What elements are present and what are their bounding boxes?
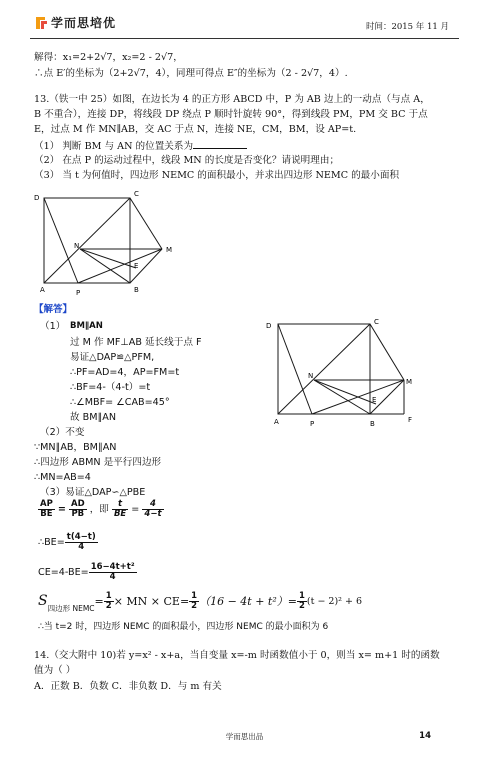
part-1-line-2: 易证△DAP≌△PFM,	[70, 352, 155, 363]
header-divider	[30, 38, 459, 39]
part-2-number: （2）不变	[40, 427, 85, 438]
half-3: $\frac{1}{2}$	[298, 591, 305, 612]
solution-figure	[262, 316, 462, 432]
label-D: D	[34, 194, 40, 202]
fraction-ap-be: $\frac{AP}{BE}$	[40, 499, 53, 520]
part-1-line-3: ∴PF=AD=4，AP=FM=t	[70, 367, 180, 378]
label-P: P	[76, 289, 81, 297]
fraction-t-be: $\frac{t}{BE}$	[113, 499, 127, 520]
problem-13-stem-1: 13.（铁一中 25）如图，在边长为 4 的正方形 ABCD 中，P 为 AB 边上的一动点（与点 A，	[34, 94, 430, 105]
prev-solution-line-2: ∴点 E′的坐标为（2+2√7，4），同理可得点 E″的坐标为（2 - 2√7，4）.	[34, 68, 348, 79]
answer-tag: 【解答】	[34, 304, 73, 315]
label-P-2: P	[310, 420, 315, 428]
label-N: N	[74, 242, 80, 250]
problem-13-question-2: （2） 在点 P 的运动过程中，线段 MN 的长度是否变化？请说明理由；	[34, 155, 340, 166]
part-2-line-1: ∵MN∥AB，BM∥AN	[34, 442, 117, 453]
conclusion: ∴当 t=2 时，四边形 NEMC 的面积最小，四边形 NEMC 的最小面积为 6	[38, 622, 329, 632]
header-date: 时间：2015 年 11 月	[365, 22, 449, 32]
prev-solution-line-1: 解得：x₁=2+2√7，x₂=2 - 2√7，	[34, 52, 183, 63]
part-2-line-2: ∴四边形 ABMN 是平行四边形	[34, 457, 162, 468]
ce-equation: CE=4-BE= $\frac{\text{16−4t+t²}}{4}$	[38, 562, 135, 583]
fraction-ad-pb: $\frac{AD}{PB}$	[70, 499, 85, 520]
area-formula: $S_{四边形 NEMC}=$ $\frac{1}{2}$ × MN × CE= $\frac{1}{2}$ （16 − 4t + t²）= $\frac{1}{2}$ (t − 2)² + 6	[38, 591, 363, 613]
brand-name: 学而思培优	[51, 16, 117, 30]
part-1-line-6: 故 BM∥AN	[70, 412, 117, 423]
half-2: $\frac{1}{2}$	[191, 591, 198, 612]
part-3-number: （3）易证△DAP∽△PBE	[40, 487, 146, 498]
xueersi-logo-icon	[34, 15, 49, 31]
problem-13-stem-3: E，过点 M 作 MN∥AB，交 AC 于点 N，连接 NE，CM，BM，设 AP=t.	[34, 124, 357, 135]
page-number: 14	[419, 731, 431, 741]
answer-blank	[193, 140, 247, 149]
part-1-line-4: ∴BF=4-（4-t）=t	[70, 382, 151, 393]
problem-13-question-3: （3） 当 t 为何值时，四边形 NEMC 的面积最小，并求出四边形 NEMC 的最小面积	[34, 170, 400, 181]
half-1: $\frac{1}{2}$	[105, 591, 112, 612]
part-2-line-3: ∴MN=AB=4	[34, 472, 91, 483]
label-M: M	[166, 246, 173, 254]
label-B: B	[134, 286, 139, 294]
problem-14-stem-2: 值为（ ）	[34, 665, 76, 676]
part-1-line-5: ∴∠MBF= ∠CAB=45°	[70, 397, 170, 408]
label-D-2: D	[266, 322, 272, 330]
footer-publisher: 学而思出品	[225, 732, 264, 741]
part-1-line-1: 过 M 作 MF⊥AB 延长线于点 F	[70, 337, 202, 348]
label-M-2: M	[406, 378, 413, 386]
problem-14-stem-1: 14.（交大附中 10)若 y=x² - x+a，当自变量 x=-m 时函数值小于 0，则当 x= m+1 时的函数	[34, 650, 440, 661]
problem-13-question-1	[34, 140, 247, 153]
label-B-2: B	[370, 420, 375, 428]
ratio-equation: $\frac{AP}{BE}$ = $\frac{AD}{PB}$ ，即 $\frac{t}{BE}$ = $\frac{4}{4-t}$	[40, 499, 162, 520]
fraction-be: $\frac{t(4-t)}{4}$	[66, 532, 96, 553]
label-A: A	[40, 286, 45, 294]
label-A-2: A	[274, 418, 279, 426]
fraction-4-4t: $\frac{4}{4-t}$	[144, 499, 162, 520]
label-E-2: E	[372, 396, 377, 404]
fraction-ce: $\frac{\text{16−4t+t²}}{4}$	[90, 562, 135, 583]
label-E: E	[134, 262, 139, 270]
problem-13-stem-2: B 不重合），连接 DP，将线段 DP 绕点 P 顺时针旋转 90°，得到线段 PM，PM 交 BC 于点	[34, 109, 428, 120]
label-C: C	[134, 190, 139, 198]
problem-14-options: A．正数 B．负数 C．非负数 D．与 m 有关	[34, 681, 222, 692]
part-1-number: （1）	[40, 321, 66, 332]
problem-figure	[30, 188, 190, 300]
question-1-text: （1） 判断 BM 与 AN 的位置关系为	[34, 141, 194, 152]
label-N-2: N	[308, 372, 314, 380]
be-equation: ∴BE= $\frac{t(4-t)}{4}$	[38, 532, 96, 553]
part-1-result: BM∥AN	[70, 321, 103, 331]
label-F-2: F	[408, 416, 413, 424]
label-C-2: C	[374, 318, 379, 326]
